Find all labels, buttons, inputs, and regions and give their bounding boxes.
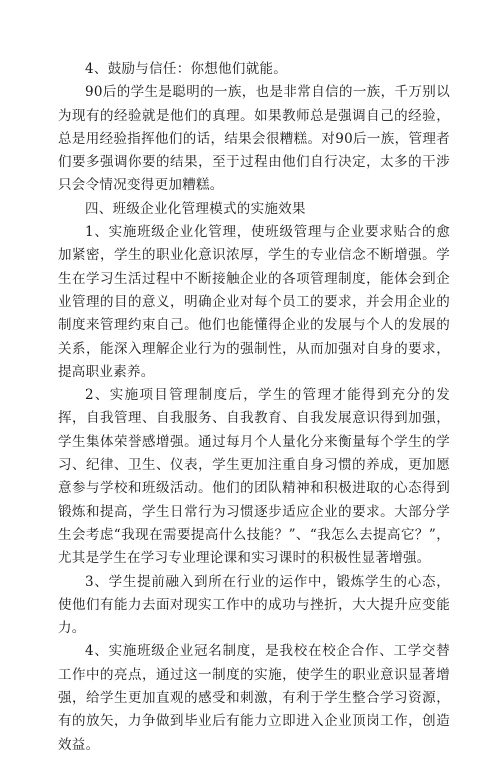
- paragraph-effect-4: 4、实施班级企业冠名制度，是我校在校企合作、工学交替工作中的亮点，通过这一制度的实施，使学生的职业意识显著增强，给学生更加直观的感受和刺激，有利于学生整合学习资源，有的放矢，力争做到毕业后有能力立即进入企业顶岗工作，创造效益。: [58, 643, 450, 753]
- paragraph-effect-3: 3、学生提前融入到所在行业的运作中，锻炼学生的心态，使他们有能力去面对现实工作中的成功与挫折，大大提升应变能力。: [58, 573, 450, 637]
- section-item-encourage-trust: 4、鼓励与信任：你想他们就能。: [85, 61, 288, 77]
- section-heading-implementation-effects: 四、班级企业化管理模式的实施效果: [85, 200, 306, 217]
- paragraph-post90-students: 90后的学生是聪明的一族，也是非常自信的一族，千万别以为现有的经验就是他们的真理。如果教师总是强调自己的经验，总是用经验指挥他们的话，结果会很糟糕。对90后一族，管理者们要多强调你要的结果，至于过程由他们自行决定，太多的干涉只会令情况变得更加糟糕。: [58, 84, 450, 194]
- paragraph-effect-2: 2、实施项目管理制度后，学生的管理才能得到充分的发挥，自我管理、自我服务、自我教育、自我发展意识得到加强，学生集体荣誉感增强。通过每月个人量化分来衡量每个学生的学习、纪律、卫生、仪表，学生更加注重自身习惯的养成，更加愿意参与学校和班级活动。他们的团队精神和积极进取的心态得到锻炼和提高，学生日常行为习惯逐步适应企业的要求。大部分学生会考虑“我现在需要提高什么技能？”、“我怎么去提高它？”，尤其是学生在学习专业理论课和实习课时的积极性显著增强。: [58, 387, 450, 567]
- paragraph-effect-1: 1、实施班级企业化管理，使班级管理与企业要求贴合的愈加紧密，学生的职业化意识浓厚，学生的专业信念不断增强。学生在学习生活过程中不断接触企业的各项管理制度，能体会到企业管理的目的意义，明确企业对每个员工的要求，并会用企业的制度来管理约束自己。他们也能懂得企业的发展与个人的发展的关系，能深入理解企业行为的强制性，从而加强对自身的要求，提高职业素养。: [58, 224, 450, 380]
